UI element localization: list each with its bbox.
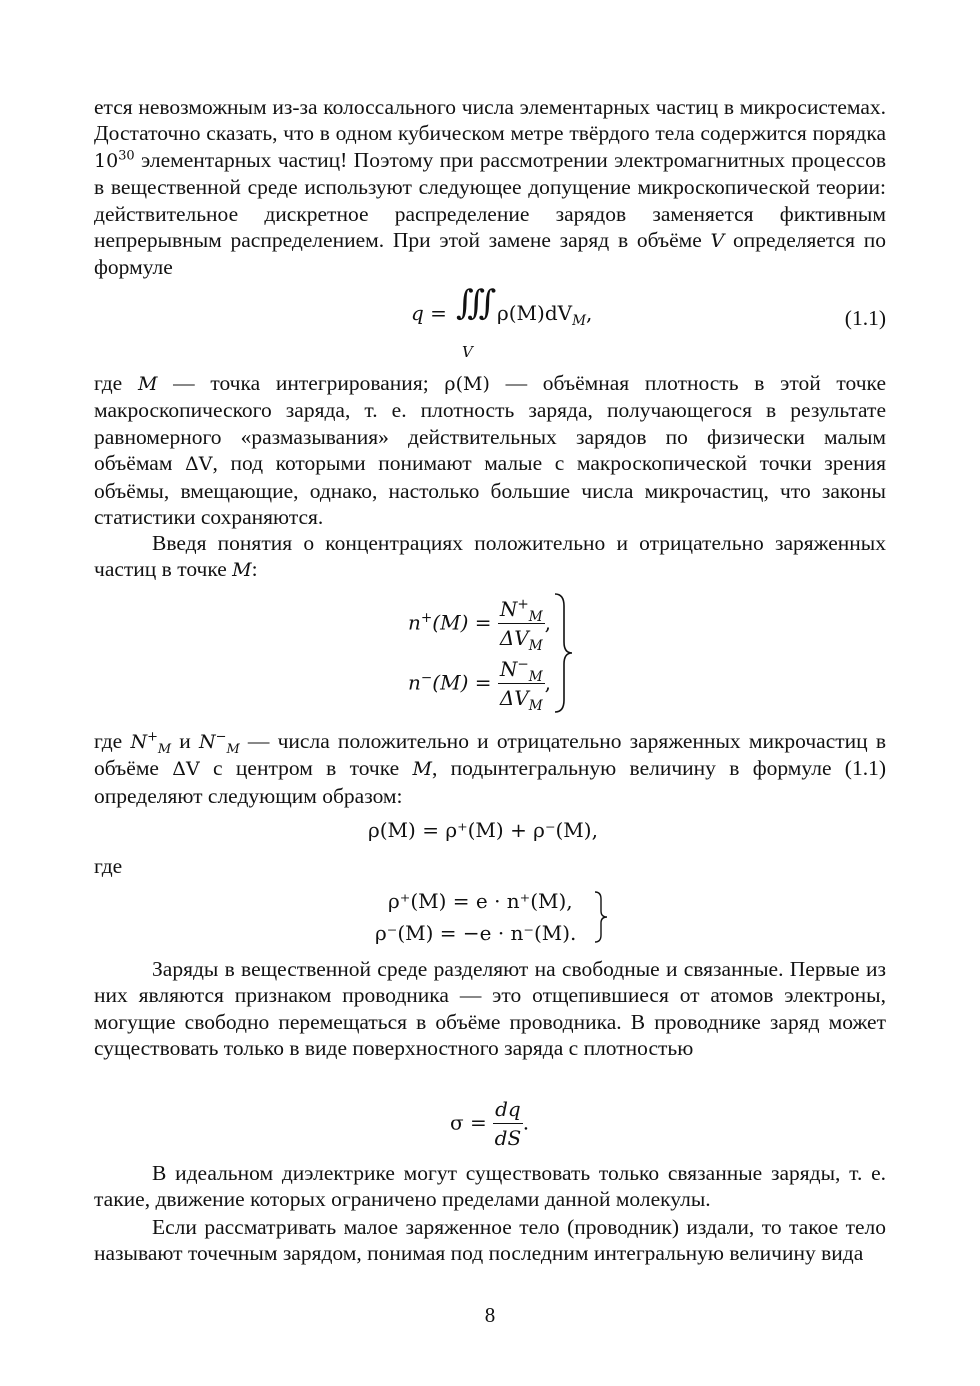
triple-integral-symbol: ∭: [456, 283, 497, 323]
equation-n-minus: n−(M) = $\frac{N^-_M}{\Delta V_M}$ ,: [408, 656, 552, 715]
fraction-n-minus: $\frac{N^-_M}{\Delta V_M}$: [499, 656, 543, 715]
page-number: 8: [484, 1303, 496, 1327]
paragraph-intro: ется невозможным из-за колоссального числа элементарных частиц в микросистемах. Достаточно сказать, что в одном кубическом метре твёрдого тела содержится порядка $10^{30}$ элементарных частиц! Поэтому при рассмотрении электромагнитных процессов в вещественной среде используют следующее допущение микроскопической теории: действительное дискретное распределение зарядов заменяется фиктивным непрерывным распределением. При этой замене заряд в объёме V определяется по формуле: [94, 95, 886, 280]
fraction-n-plus: $\frac{N^+_M}{\Delta V_M}$: [499, 596, 543, 655]
integral-limit: V: [462, 343, 473, 361]
paragraph-concentrations: Введя понятия о концентрациях положительно и отрицательно заряженных частиц в точке M:: [94, 531, 886, 582]
equation-rho-sum: ρ(M) = ρ⁺(M) + ρ⁻(M),: [368, 818, 598, 842]
paragraph-particle-numbers: где $N^+_M$ и $N^-_M$ — числа положительно и отрицательно заряженных микрочастиц в объёме ΔV с центром в точке M, подынтегральную величину в формуле (1.1) определяют следующим образом:: [94, 729, 887, 808]
paragraph-dielectric: В идеальном диэлектрике могут существовать только связанные заряды, т. е. такие, движение которых ограничено пределами данной молекулы.: [94, 1161, 886, 1212]
right-brace-rho: [593, 890, 609, 944]
paragraph-where: где: [94, 854, 123, 878]
equation-charge-integral: q =: [411, 301, 447, 325]
equation-number: (1.1): [844, 306, 886, 330]
fraction-dq-ds: $\frac{dq}{dS}$: [494, 1097, 522, 1151]
equation-rho-plus: ρ⁺(M) = e · n⁺(M),: [388, 889, 573, 913]
equation-rho-minus: ρ⁻(M) = −e · n⁻(M).: [375, 921, 577, 945]
right-brace-concentrations: [552, 592, 574, 714]
paragraph-definitions: где M — точка интегрирования; ρ(M) — объёмная плотность в этой точке макроскопического заряда, т. е. плотность заряда, получающегося в результате равномерного «размазывания» действительных зарядов по физически малым объёмам ΔV, под которыми понимают малые с макроскопической точки зрения объёмы, вмещающие, однако, настолько большие числа микрочастиц, что законы статистики сохраняются.: [94, 371, 886, 530]
paragraph-point-charge: Если рассматривать малое заряженное тело (проводник) издали, то такое тело называют точечным зарядом, понимая под последним интегральную величину вида: [94, 1215, 886, 1266]
paragraph-free-bound-charges: Заряды в вещественной среде разделяют на свободные и связанные. Первые из них являются признаком проводника — это отщепившиеся от атомов электроны, могущие свободно перемещаться в объёме проводника. В проводнике заряд может существовать только в виде поверхностного заряда с плотностью: [94, 957, 886, 1061]
integral-integrand: $\rho(M)dV_M$,: [497, 301, 593, 329]
equation-n-plus: n+(M) = $\frac{N^+_M}{\Delta V_M}$ ,: [408, 596, 552, 655]
equation-surface-density: σ = $\frac{dq}{dS}$ .: [450, 1097, 530, 1151]
